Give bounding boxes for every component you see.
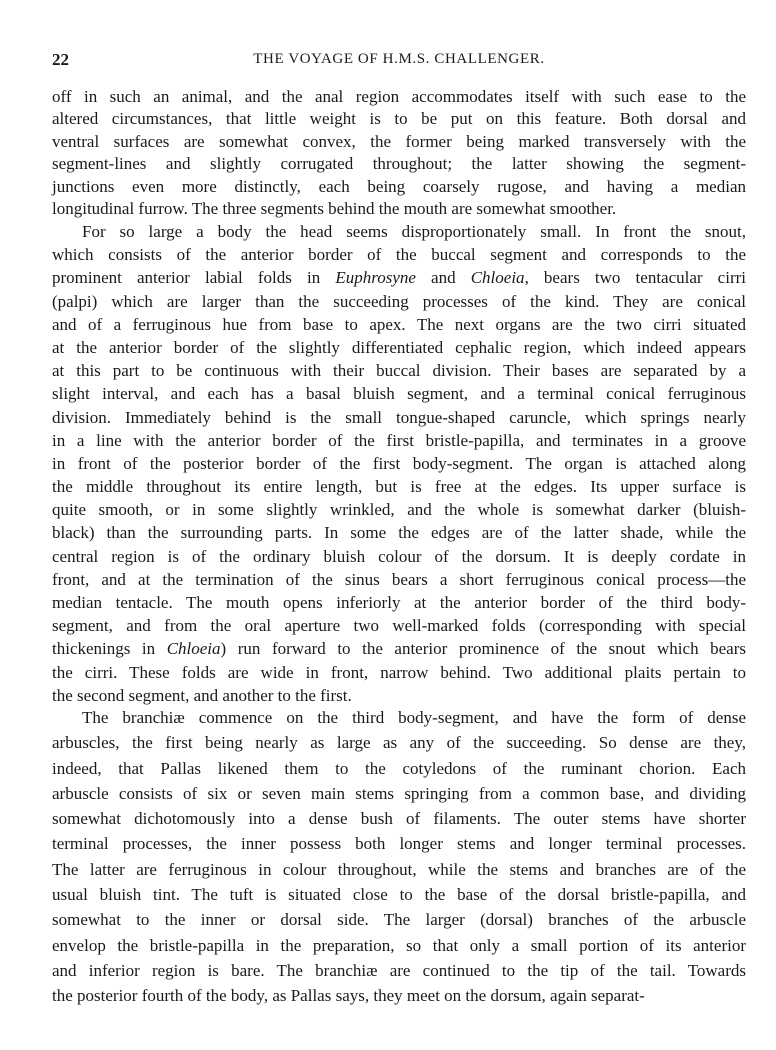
text-segment: junctions even more distinctly, each being coarsely rugose, and having a median	[52, 176, 746, 196]
text-line	[52, 359, 746, 382]
text-segment: arbuscle consists of six or seven main stems springing from a common base, and dividing	[52, 783, 746, 803]
text-segment: The branchiæ commence on the third body-segment, and have the form of dense	[82, 708, 746, 727]
text-segment: division. Immediately behind is the small tongue-shaped caruncle, which springs nearly	[52, 407, 746, 427]
text-segment: longitudinal furrow. The three segments behind the mouth are somewhat smoother.	[52, 198, 617, 218]
text-line	[52, 781, 746, 806]
text-line	[52, 882, 746, 907]
text-segment: prominent anterior labial folds in	[52, 268, 336, 288]
text-segment: the posterior fourth of the body, as Pallas says, they meet on the dorsum, again separat-	[52, 986, 645, 1006]
text-segment: at this part to be continuous with their buccal division. Their bases are separated by a	[52, 361, 746, 381]
text-line	[52, 243, 746, 266]
text-line	[52, 86, 746, 108]
text-line	[52, 591, 746, 614]
text-segment: For so large a body the head seems disproportionately small. In front the snout,	[82, 222, 746, 241]
italic-taxon: Chloeia	[470, 268, 525, 288]
text-line	[52, 108, 746, 130]
text-segment: The latter are ferruginous in colour throughout, while the stems and branches are of the	[52, 859, 746, 879]
text-segment: segment, and from the oral aperture two well-marked folds (corresponding with special	[52, 616, 746, 636]
text-line	[52, 266, 746, 289]
text-segment: usual bluish tint. The tuft is situated close to the base of the dorsal bristle-papilla, and	[52, 885, 746, 905]
text-line	[52, 614, 746, 637]
text-segment: somewhat to the inner or dorsal side. The larger (dorsal) branches of the arbuscle	[52, 910, 746, 930]
text-segment: envelop the bristle-papilla in the preparation, so that only a small portion of its anterior	[52, 935, 746, 955]
text-segment: altered circumstances, that little weight is to be put on this feature. Both dorsal and	[52, 109, 746, 129]
text-line	[52, 637, 746, 660]
text-segment: (palpi) which are larger than the succeeding processes of the kind. They are conical	[52, 291, 746, 311]
text-segment: which consists of the anterior border of the buccal segment and corresponds to the	[52, 245, 746, 265]
text-line	[52, 220, 746, 243]
text-line	[52, 857, 746, 882]
text-line	[52, 336, 746, 359]
text-segment: median tentacle. The mouth opens inferiorly at the anterior border of the third body-	[52, 593, 746, 612]
text-line	[52, 933, 746, 958]
text-line	[52, 131, 746, 153]
text-segment: segment-lines and slightly corrugated throughout; the latter showing the segment-	[52, 154, 746, 174]
text-segment: , bears two tentacular cirri	[524, 268, 747, 288]
running-title: THE VOYAGE OF H.M.S. CHALLENGER.	[253, 51, 545, 67]
text-segment: and of a ferruginous hue from base to apex. The next organs are the two cirri situated	[52, 314, 746, 334]
paragraph-3	[52, 705, 746, 1009]
text-line	[52, 568, 746, 591]
text-segment: in a line with the anterior border of the first bristle-papilla, and terminates in a groove	[52, 430, 746, 450]
text-line	[52, 176, 746, 198]
text-segment: the second segment, and another to the first.	[52, 685, 352, 705]
paragraph-1	[52, 86, 746, 220]
text-segment: thickenings in	[52, 639, 167, 659]
text-line	[52, 313, 746, 336]
text-line	[52, 382, 746, 405]
text-line	[52, 684, 746, 707]
text-line	[52, 958, 746, 983]
text-segment: the cirri. These folds are wide in front, narrow behind. Two additional plaits pertain to	[52, 662, 746, 682]
text-line	[52, 983, 746, 1008]
text-line	[52, 756, 746, 781]
text-segment: somewhat dichotomously into a dense bush of filaments. The outer stems have shorter	[52, 809, 746, 829]
page-number: 22	[52, 50, 69, 69]
page-header	[52, 50, 746, 74]
text-line	[52, 831, 746, 856]
text-segment: indeed, that Pallas likened them to the cotyledons of the ruminant chorion. Each	[52, 758, 746, 778]
text-line	[52, 705, 746, 730]
text-line	[52, 806, 746, 831]
text-line	[52, 452, 746, 475]
text-segment: slight interval, and each has a basal bluish segment, and a terminal conical ferruginous	[52, 384, 746, 404]
text-segment: front, and at the termination of the sinus bears a short ferruginous conical process—the	[52, 569, 746, 589]
text-segment: off in such an animal, and the anal region accommodates itself with such ease to the	[52, 87, 746, 106]
text-line	[52, 153, 746, 175]
text-segment: black) than the surrounding parts. In some the edges are of the latter shade, while the	[52, 523, 746, 543]
text-segment: at the anterior border of the slightly differentiated cephalic region, which indeed appears	[52, 337, 746, 357]
paragraph-2	[52, 220, 746, 707]
text-line	[52, 730, 746, 755]
text-segment: and	[415, 268, 471, 288]
text-line	[52, 406, 746, 429]
text-segment: arbuscles, the first being nearly as large as any of the succeeding. So dense are they,	[52, 733, 746, 753]
text-segment: and inferior region is bare. The branchiæ are continued to the tip of the tail. Towards	[52, 960, 746, 980]
text-line	[52, 429, 746, 452]
text-line	[52, 661, 746, 684]
text-line	[52, 907, 746, 932]
italic-taxon: Chloeia	[166, 639, 221, 659]
text-line	[52, 290, 746, 313]
text-segment: terminal processes, the inner possess both longer stems and longer terminal processes.	[52, 834, 746, 854]
text-segment: in front of the posterior border of the first body-segment. The organ is attached along	[52, 453, 746, 473]
text-segment: central region is of the ordinary bluish colour of the dorsum. It is deeply cordate in	[52, 546, 746, 566]
text-line	[52, 545, 746, 568]
text-line	[52, 198, 746, 220]
text-segment: quite smooth, or in some slightly wrinkled, and the whole is somewhat darker (bluish-	[52, 500, 746, 520]
text-segment: ventral surfaces are somewhat convex, the former being marked transversely with the	[52, 131, 746, 151]
text-line	[52, 475, 746, 498]
text-segment: ) run forward to the anterior prominence of the snout which bears	[220, 639, 746, 659]
text-line	[52, 498, 746, 521]
text-line	[52, 521, 746, 544]
italic-taxon: Euphrosyne	[335, 268, 416, 288]
text-segment: the middle throughout its entire length, but is free at the edges. Its upper surface is	[52, 477, 746, 497]
